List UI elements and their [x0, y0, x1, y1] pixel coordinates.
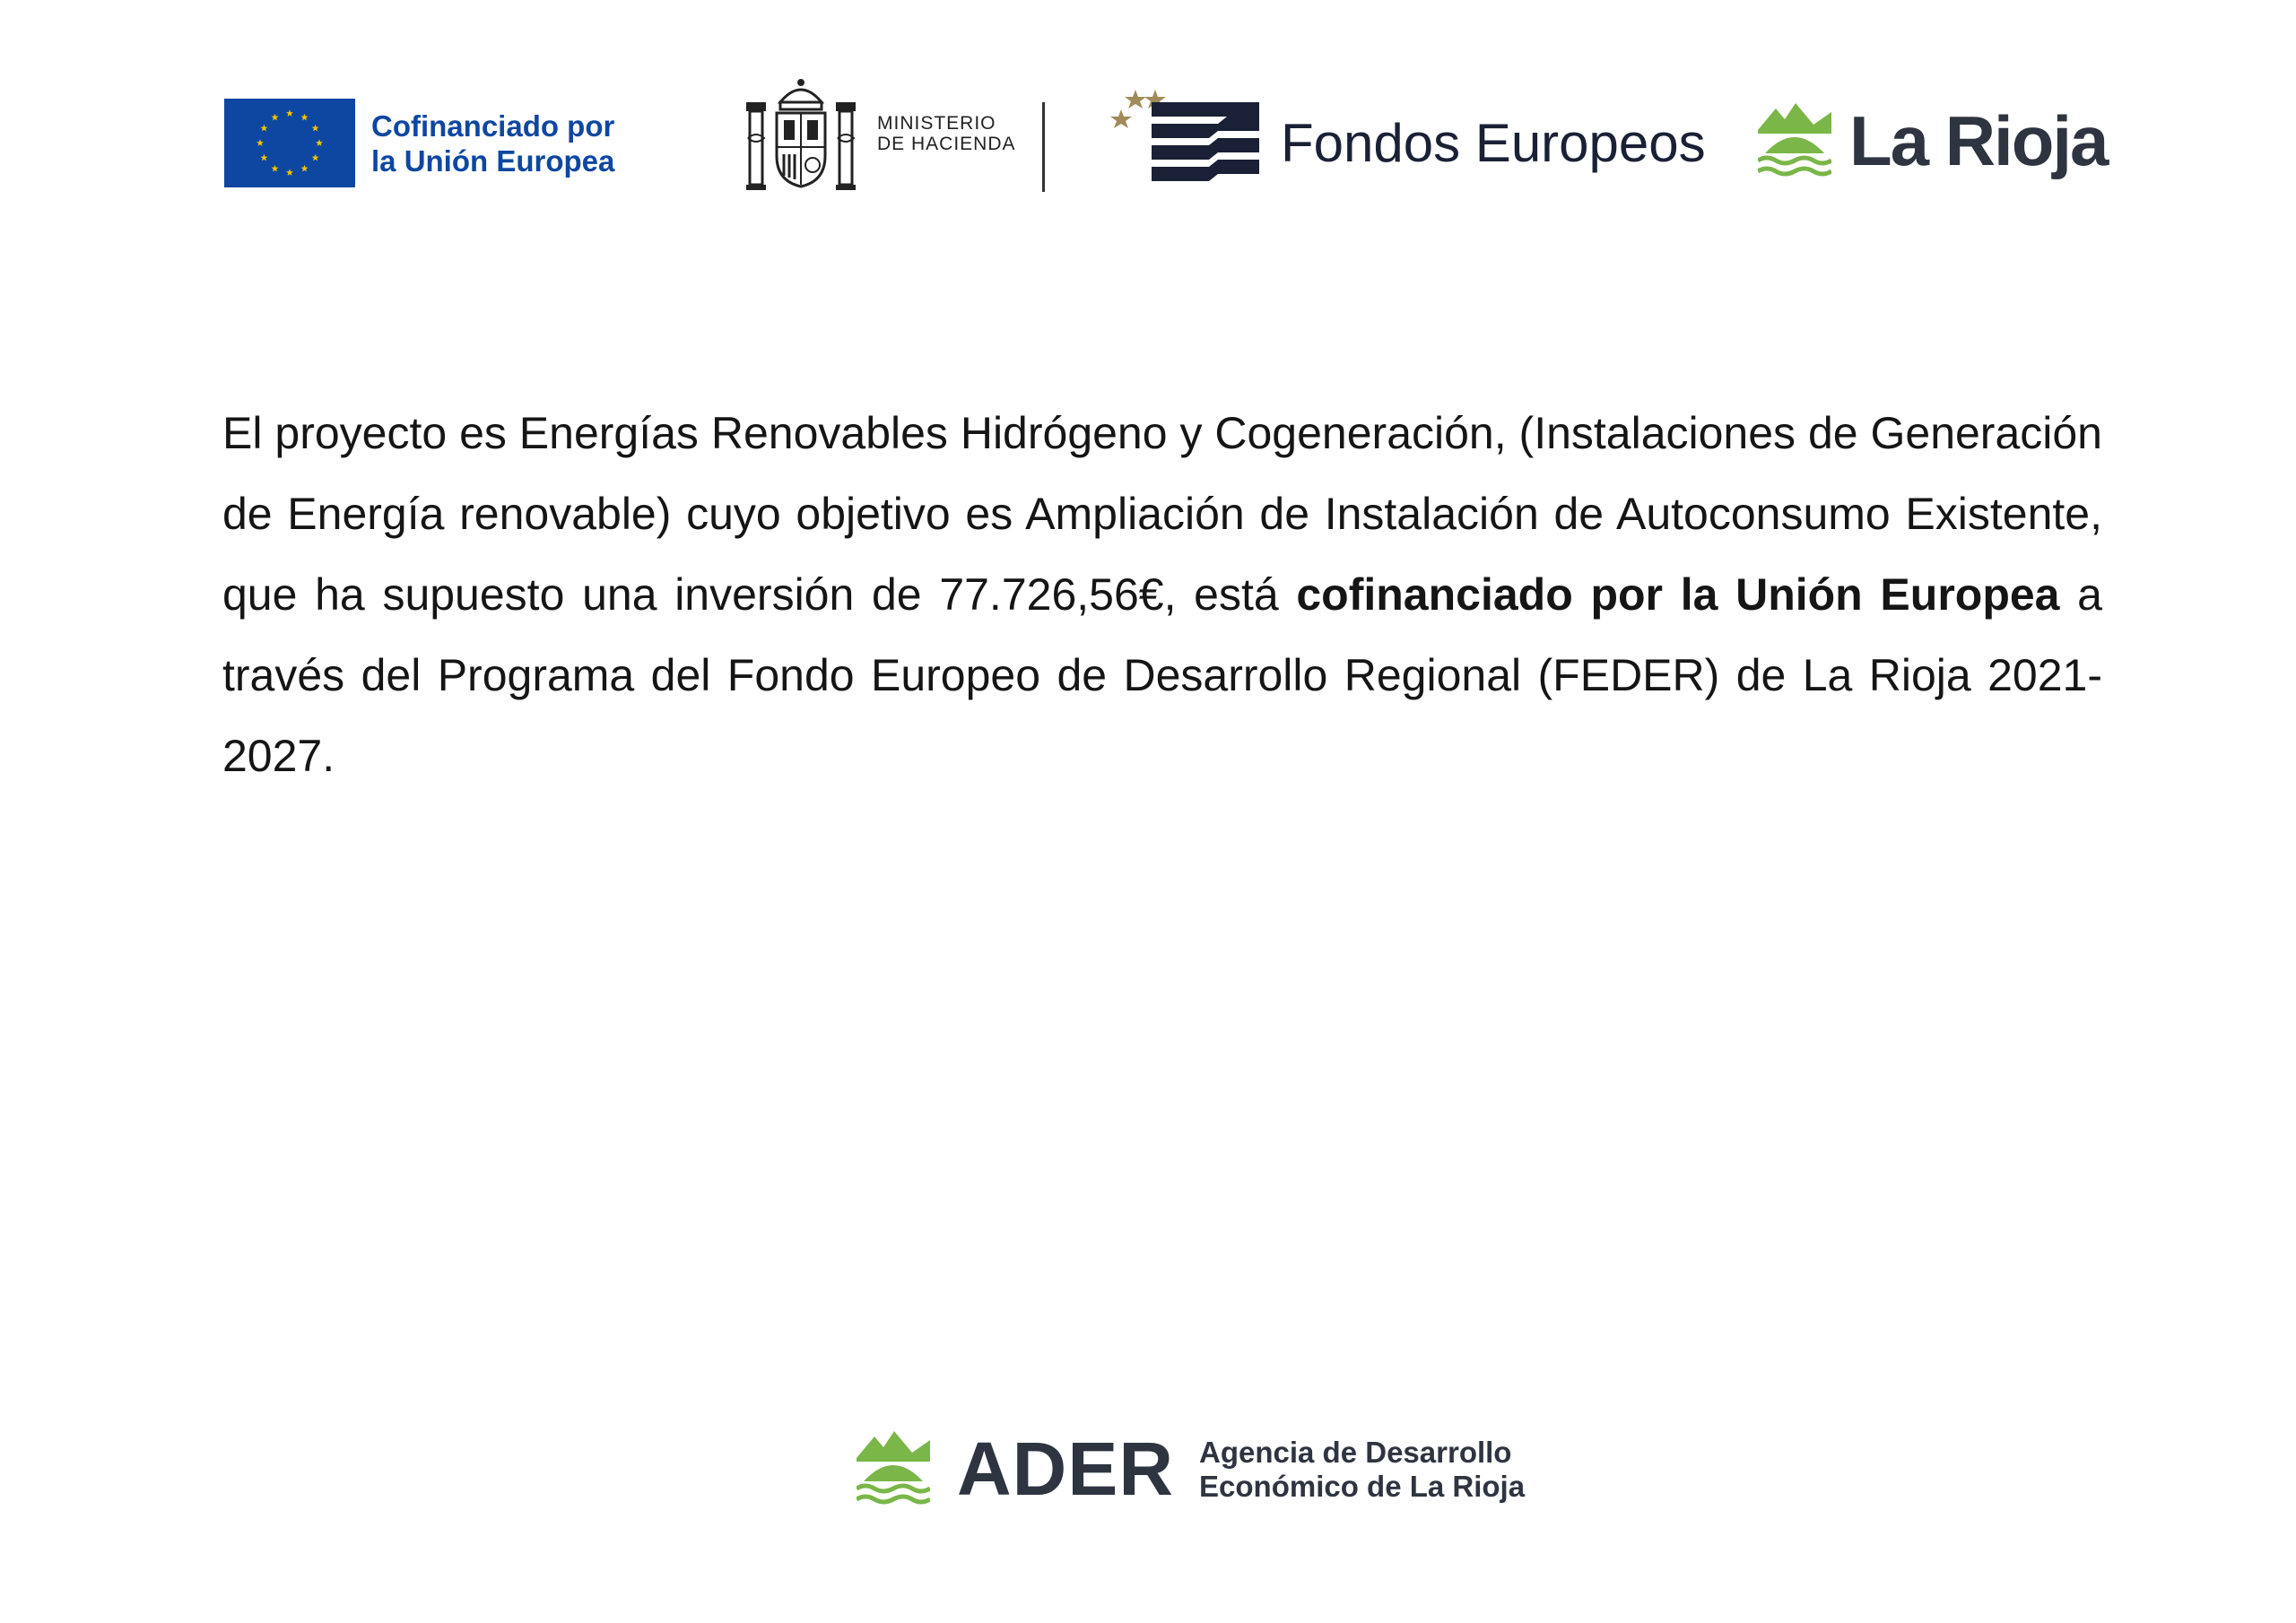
eu-cofinancing-logo [224, 99, 614, 187]
ader-name-line1: Agencia de Desarrollo [1199, 1435, 1512, 1469]
description-text-end: a través del Programa del Fondo Europeo de Desarrollo Regional (FEDER) de La Rioja 2021-2027. [222, 569, 2102, 781]
ader-full-name [1199, 1436, 1525, 1504]
ader-mountain-icon [857, 1431, 930, 1508]
ader-acronym: ADER [957, 1427, 1175, 1511]
fondos-europeos-flag-icon [1110, 86, 1265, 192]
eu-logo-line2: la Unión Europea [371, 143, 615, 178]
ministerio-line2: DE HACIENDA [877, 134, 1016, 154]
ader-name-line2: Económico de La Rioja [1199, 1469, 1526, 1503]
ministerio-text [877, 113, 1016, 154]
eu-logo-line1: Cofinanciado por [371, 108, 615, 143]
eu-flag-icon [224, 99, 355, 187]
la-rioja-text: La Rioja [1849, 101, 2108, 180]
spain-coat-of-arms-icon [744, 75, 857, 192]
fondos-europeos-text: Fondos Europeos [1281, 112, 1706, 173]
fondos-europeos-logo [1110, 86, 1706, 192]
ader-logo [857, 1426, 1525, 1513]
description-text-start: El proyecto es Energías Renovables Hidrógeno y Cogeneración, (Instalaciones de Generación de Energía renovable) cuyo objetivo es Ampliación de Instalación de Autoconsumo Existente, que ha supuesto una inversión de 77.726,56€, está [222, 408, 2102, 620]
ministerio-line1: MINISTERIO [877, 113, 996, 134]
description-bold-text: cofinanciado por la Unión Europea [1296, 569, 2060, 620]
la-rioja-mountain-icon [1758, 103, 1831, 180]
project-description [222, 393, 2102, 796]
eu-logo-text [371, 108, 614, 178]
ministerio-hacienda-logo [744, 75, 1016, 192]
logo-divider [1042, 102, 1045, 192]
logo-bar [0, 0, 2296, 233]
la-rioja-logo [1758, 100, 2107, 182]
